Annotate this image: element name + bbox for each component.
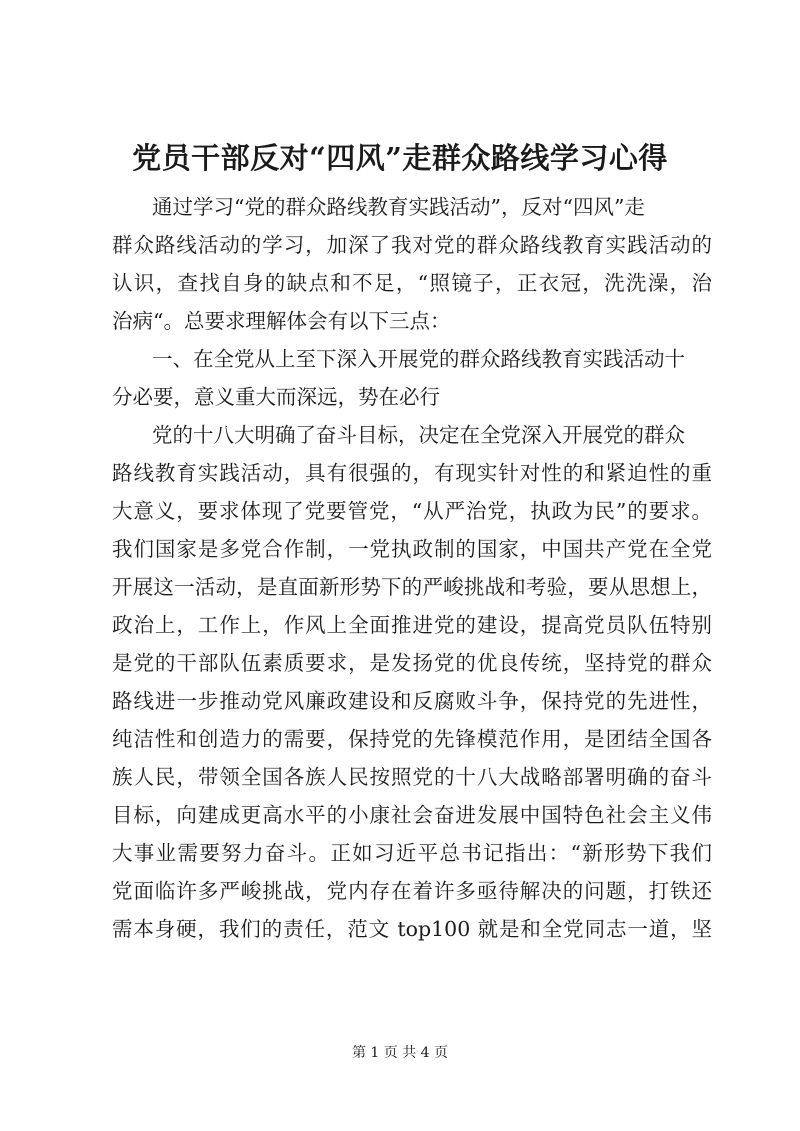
- paragraph-line: 是党的干部队伍素质要求，是发扬党的优良传统，坚持党的群众: [112, 651, 712, 675]
- paragraph-line: 大事业需要努力奋斗。正如习近平总书记指出：“新形势下我们: [112, 841, 712, 865]
- paragraph-line: 我们国家是多党合作制，一党执政制的国家，中国共产党在全党: [112, 537, 712, 561]
- paragraph-line: 路线进一步推动党风廉政建设和反腐败斗争，保持党的先进性，: [112, 689, 712, 713]
- paragraph-line: 政治上，工作上，作风上全面推进党的建设，提高党员队伍特别: [112, 613, 712, 637]
- paragraph-line: 目标，向建成更高水平的小康社会奋进发展中国特色社会主义伟: [112, 803, 712, 827]
- paragraph-line: 治病“。总要求理解体会有以下三点：: [112, 309, 451, 333]
- paragraph-line: 纯洁性和创造力的需要，保持党的先锋模范作用，是团结全国各: [112, 727, 712, 751]
- document-body: [112, 188, 712, 948]
- paragraph-line: 群众路线活动的学习，加深了我对党的群众路线教育实践活动的: [112, 233, 712, 257]
- paragraph-line: 开展这一活动，是直面新形势下的严峻挑战和考验，要从思想上，: [112, 575, 712, 599]
- paragraph-line: 路线教育实践活动，具有很强的，有现实针对性的和紧迫性的重: [112, 461, 712, 485]
- section-heading-line: 分必要，意义重大而深远，势在必行: [112, 385, 440, 409]
- page-number-footer: 第 1 页 共 4 页: [351, 1045, 449, 1061]
- paragraph-line: 族人民，带领全国各族人民按照党的十八大战略部署明确的奋斗: [112, 765, 712, 789]
- paragraph-line: 党的十八大明确了奋斗目标，决定在全党深入开展党的群众: [152, 423, 685, 447]
- paragraph-line: 党面临许多严峻挑战，党内存在着许多亟待解决的问题，打铁还: [112, 879, 712, 903]
- paragraph-line: 大意义，要求体现了党要管党，“从严治党，执政为民”的要求。: [112, 499, 712, 523]
- paragraph-line: 通过学习“党的群众路线教育实践活动”，反对“四风”走: [152, 195, 645, 219]
- section-heading-line: 一、在全党从上至下深入开展党的群众路线教育实践活动十: [152, 347, 685, 371]
- document-title: 党员干部反对“四风”走群众路线学习心得: [132, 141, 668, 175]
- paragraph-line: 认识，查找自身的缺点和不足，“照镜子，正衣冠，洗洗澡，治: [112, 271, 712, 295]
- paragraph-line: 需本身硬，我们的责任，范文 top100 就是和全党同志一道，坚: [112, 917, 712, 941]
